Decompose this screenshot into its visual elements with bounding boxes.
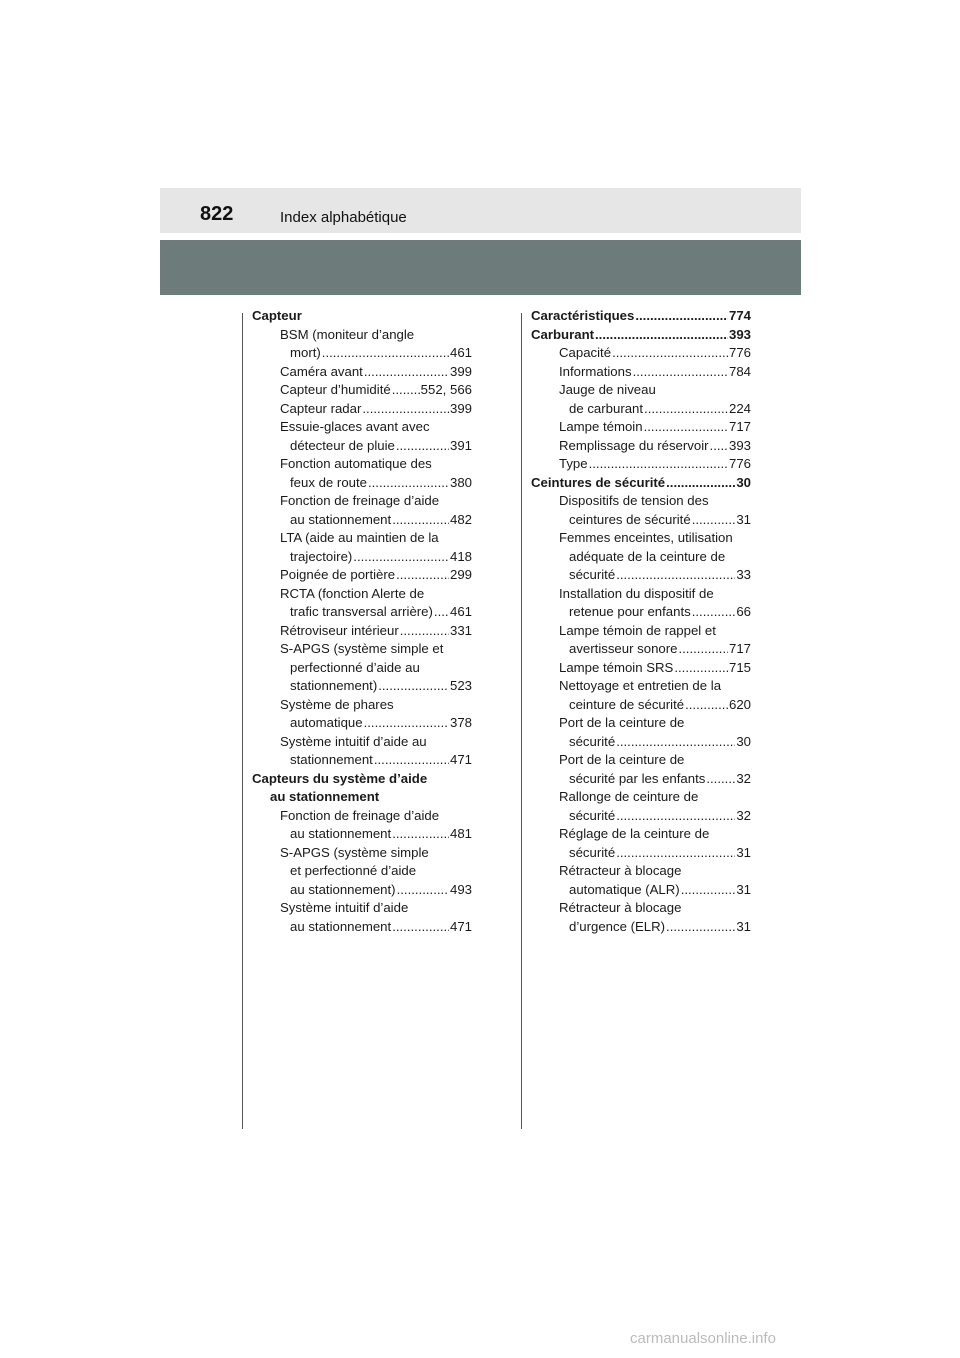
index-entry xyxy=(531,363,751,382)
entry-page-number: 391 xyxy=(449,437,472,453)
index-entry xyxy=(252,381,472,400)
index-entry xyxy=(252,548,472,567)
entry-label: stationnement xyxy=(290,752,373,767)
entry-label: au stationnement xyxy=(290,826,392,841)
index-heading-line: Capteur xyxy=(252,308,302,323)
dot-leader xyxy=(674,659,728,678)
index-heading-line: et perfectionné d’aide xyxy=(290,863,417,878)
entry-page-number: 482 xyxy=(449,511,472,527)
index-entry xyxy=(252,474,472,493)
index-heading-line: Rétracteur à blocage xyxy=(559,900,682,915)
entry-label: Lampe témoin SRS xyxy=(559,659,674,675)
entry-page-number: 717 xyxy=(728,419,751,434)
entry-label: Poignée de portière xyxy=(280,567,396,582)
entry-label: Rétroviseur intérieur xyxy=(280,622,399,638)
entry-page-number: 493 xyxy=(449,881,472,897)
entry-page-number: 399 xyxy=(449,363,472,379)
entry-page-number: 66 xyxy=(736,604,751,619)
entry-label: sécurité xyxy=(569,844,616,860)
dot-leader xyxy=(692,603,736,622)
index-entry xyxy=(531,844,751,863)
index-entry xyxy=(531,437,751,456)
index-heading-line: LTA (aide au maintien de la xyxy=(280,530,439,545)
index-entry xyxy=(531,307,751,326)
index-heading-line: S-APGS (système simple xyxy=(280,844,429,860)
index-entry xyxy=(531,455,751,474)
index-heading-line: au stationnement xyxy=(270,789,380,804)
entry-page-number: 471 xyxy=(449,752,472,767)
dot-leader xyxy=(616,807,735,826)
entry-page-number: 784 xyxy=(728,363,751,379)
watermark: carmanualsonline.info xyxy=(630,1330,776,1347)
index-entry xyxy=(252,363,472,382)
entry-label: avertisseur sonore xyxy=(569,641,678,656)
index-heading-line: perfectionné d’aide au xyxy=(290,659,420,675)
index-heading-line: Jauge de niveau xyxy=(559,382,656,397)
index-heading-line: Port de la ceinture de xyxy=(559,752,685,767)
entry-page-number: 33 xyxy=(736,567,751,582)
dot-leader xyxy=(397,881,449,900)
index-heading-line: Nettoyage et entretien de la xyxy=(559,678,722,693)
index-entry xyxy=(531,733,751,752)
entry-page-number: 552, 566 xyxy=(420,382,472,397)
dot-leader xyxy=(595,326,728,345)
index-heading-line: Rétracteur à blocage xyxy=(559,863,682,878)
index-entry xyxy=(252,714,472,733)
dot-leader xyxy=(378,677,449,696)
index-entry xyxy=(252,751,472,770)
entry-label: sécurité par les enfants xyxy=(569,770,706,786)
dot-leader xyxy=(666,918,735,937)
dot-leader xyxy=(362,400,449,419)
entry-page-number: 399 xyxy=(449,400,472,416)
index-entry xyxy=(252,603,472,622)
entry-page-number: 378 xyxy=(449,715,472,730)
dot-leader xyxy=(685,696,728,715)
index-entry xyxy=(252,881,472,900)
entry-page-number: 299 xyxy=(449,567,472,582)
entry-page-number: 31 xyxy=(736,918,751,934)
header-band xyxy=(160,240,801,295)
entry-label: stationnement) xyxy=(290,678,378,693)
index-heading-line: Système intuitif d’aide xyxy=(280,900,409,915)
index-entry xyxy=(531,807,751,826)
entry-page-number: 393 xyxy=(728,437,751,453)
index-heading-line: Femmes enceintes, utilisation xyxy=(559,530,733,545)
entry-page-number: 471 xyxy=(449,918,472,934)
dot-leader xyxy=(616,844,735,863)
dot-leader xyxy=(616,733,735,752)
index-entry xyxy=(252,825,472,844)
index-heading-line: Fonction de freinage d’aide xyxy=(280,493,440,508)
index-heading-line: RCTA (fonction Alerte de xyxy=(280,585,425,601)
entry-label: Lampe témoin xyxy=(559,419,643,434)
dot-leader xyxy=(364,363,449,382)
dot-leader xyxy=(644,400,728,419)
entry-label: au stationnement) xyxy=(290,881,396,897)
index-entry xyxy=(252,622,472,641)
entry-label: détecteur de pluie xyxy=(290,437,395,453)
entry-page-number: 776 xyxy=(728,456,751,471)
entry-label: Type xyxy=(559,456,588,471)
index-entry xyxy=(531,640,751,659)
index-entry xyxy=(252,677,472,696)
index-entry xyxy=(531,418,751,437)
right-column-rule xyxy=(521,313,522,1129)
entry-label: Capacité xyxy=(559,345,612,360)
entry-label: Ceintures de sécurité xyxy=(531,474,666,490)
entry-page-number: 31 xyxy=(736,881,751,897)
entry-label: Remplissage du réservoir xyxy=(559,437,709,453)
index-entry xyxy=(252,511,472,530)
entry-label: retenue pour enfants xyxy=(569,604,691,619)
index-entry xyxy=(531,326,751,345)
entry-page-number: 523 xyxy=(449,678,472,693)
entry-page-number: 393 xyxy=(728,326,751,342)
entry-label: sécurité xyxy=(569,733,616,749)
entry-label: trajectoire) xyxy=(290,548,353,564)
entry-page-number: 461 xyxy=(449,345,472,360)
entry-label: ceintures de sécurité xyxy=(569,511,691,527)
index-heading-line: Installation du dispositif de xyxy=(559,585,714,601)
index-entry xyxy=(252,400,472,419)
dot-leader xyxy=(392,381,420,400)
dot-leader xyxy=(322,344,449,363)
entry-page-number: 715 xyxy=(728,659,751,675)
entry-label: mort) xyxy=(290,345,321,360)
entry-page-number: 461 xyxy=(449,604,472,619)
index-column-left xyxy=(252,307,472,936)
entry-label: au stationnement xyxy=(290,918,392,934)
dot-leader xyxy=(644,418,728,437)
entry-page-number: 717 xyxy=(728,641,751,656)
entry-page-number: 31 xyxy=(736,844,751,860)
entry-page-number: 30 xyxy=(736,474,751,490)
dot-leader xyxy=(364,714,449,733)
index-entry xyxy=(531,696,751,715)
entry-label: Capteur d’humidité xyxy=(280,382,391,397)
index-heading-line: Essuie-glaces avant avec xyxy=(280,419,430,434)
entry-label: automatique (ALR) xyxy=(569,881,680,897)
dot-leader xyxy=(400,622,449,641)
index-heading-line: S-APGS (système simple et xyxy=(280,641,444,656)
index-heading-line: Fonction de freinage d’aide xyxy=(280,807,440,823)
index-heading-line: Capteurs du système d’aide xyxy=(252,770,428,786)
entry-page-number: 32 xyxy=(736,770,751,786)
dot-leader xyxy=(678,640,728,659)
index-heading-line: Port de la ceinture de xyxy=(559,715,685,730)
entry-label: Informations xyxy=(559,363,632,379)
index-heading-line: adéquate de la ceinture de xyxy=(569,548,726,564)
entry-label: Caractéristiques xyxy=(531,308,635,323)
entry-label: trafic transversal arrière) xyxy=(290,604,433,619)
dot-leader xyxy=(633,363,728,382)
entry-label: au stationnement xyxy=(290,511,392,527)
entry-label: de carburant xyxy=(569,400,644,416)
entry-page-number: 774 xyxy=(728,308,751,323)
entry-label: Carburant xyxy=(531,326,595,342)
index-entry xyxy=(531,603,751,622)
dot-leader xyxy=(710,437,728,456)
entry-page-number: 31 xyxy=(736,511,751,527)
dot-leader xyxy=(434,603,449,622)
entry-page-number: 481 xyxy=(449,826,472,841)
index-heading-line: BSM (moniteur d’angle xyxy=(280,326,415,342)
index-entry xyxy=(252,344,472,363)
dot-leader xyxy=(635,307,728,326)
index-column-right xyxy=(531,307,751,936)
entry-page-number: 620 xyxy=(728,696,751,712)
dot-leader xyxy=(681,881,736,900)
entry-page-number: 380 xyxy=(449,474,472,490)
index-heading-line: Lampe témoin de rappel et xyxy=(559,622,716,638)
dot-leader xyxy=(666,474,735,493)
index-entry xyxy=(531,474,751,493)
entry-page-number: 30 xyxy=(736,733,751,749)
dot-leader xyxy=(396,566,449,585)
dot-leader xyxy=(368,474,449,493)
index-entry xyxy=(531,881,751,900)
dot-leader xyxy=(392,511,449,530)
entry-page-number: 224 xyxy=(728,400,751,416)
entry-page-number: 776 xyxy=(728,345,751,360)
entry-label: ceinture de sécurité xyxy=(569,696,685,712)
dot-leader xyxy=(392,825,449,844)
header-bar xyxy=(160,188,801,233)
entry-page-number: 331 xyxy=(449,622,472,638)
dot-leader xyxy=(374,751,449,770)
dot-leader xyxy=(589,455,728,474)
entry-label: Caméra avant xyxy=(280,363,363,379)
left-column-rule xyxy=(242,313,243,1129)
dot-leader xyxy=(692,511,736,530)
dot-leader xyxy=(392,918,449,937)
section-title: Index alphabétique xyxy=(280,209,407,226)
index-heading-line: Rallonge de ceinture de xyxy=(559,789,699,804)
index-entry xyxy=(531,566,751,585)
entry-page-number: 418 xyxy=(449,548,472,564)
index-heading-line: Dispositifs de tension des xyxy=(559,493,709,508)
dot-leader xyxy=(612,344,728,363)
dot-leader xyxy=(396,437,449,456)
dot-leader xyxy=(353,548,449,567)
entry-label: feux de route xyxy=(290,474,367,490)
entry-label: sécurité xyxy=(569,567,616,582)
index-entry xyxy=(531,659,751,678)
index-heading-line: Réglage de la ceinture de xyxy=(559,826,710,841)
index-entry xyxy=(531,918,751,937)
entry-label: automatique xyxy=(290,715,363,730)
index-entry xyxy=(252,566,472,585)
dot-leader xyxy=(616,566,735,585)
entry-page-number: 32 xyxy=(736,807,751,823)
entry-label: Capteur radar xyxy=(280,400,362,416)
index-entry xyxy=(252,918,472,937)
index-heading-line: Système de phares xyxy=(280,696,394,712)
dot-leader xyxy=(706,770,735,789)
index-entry xyxy=(531,400,751,419)
entry-label: d’urgence (ELR) xyxy=(569,918,666,934)
index-entry xyxy=(531,511,751,530)
index-entry xyxy=(252,437,472,456)
index-heading-line: Fonction automatique des xyxy=(280,456,432,471)
index-entry xyxy=(531,770,751,789)
index-entry xyxy=(531,344,751,363)
entry-label: sécurité xyxy=(569,807,616,823)
index-heading-line: Système intuitif d’aide au xyxy=(280,733,427,749)
page-number: 822 xyxy=(200,203,234,225)
